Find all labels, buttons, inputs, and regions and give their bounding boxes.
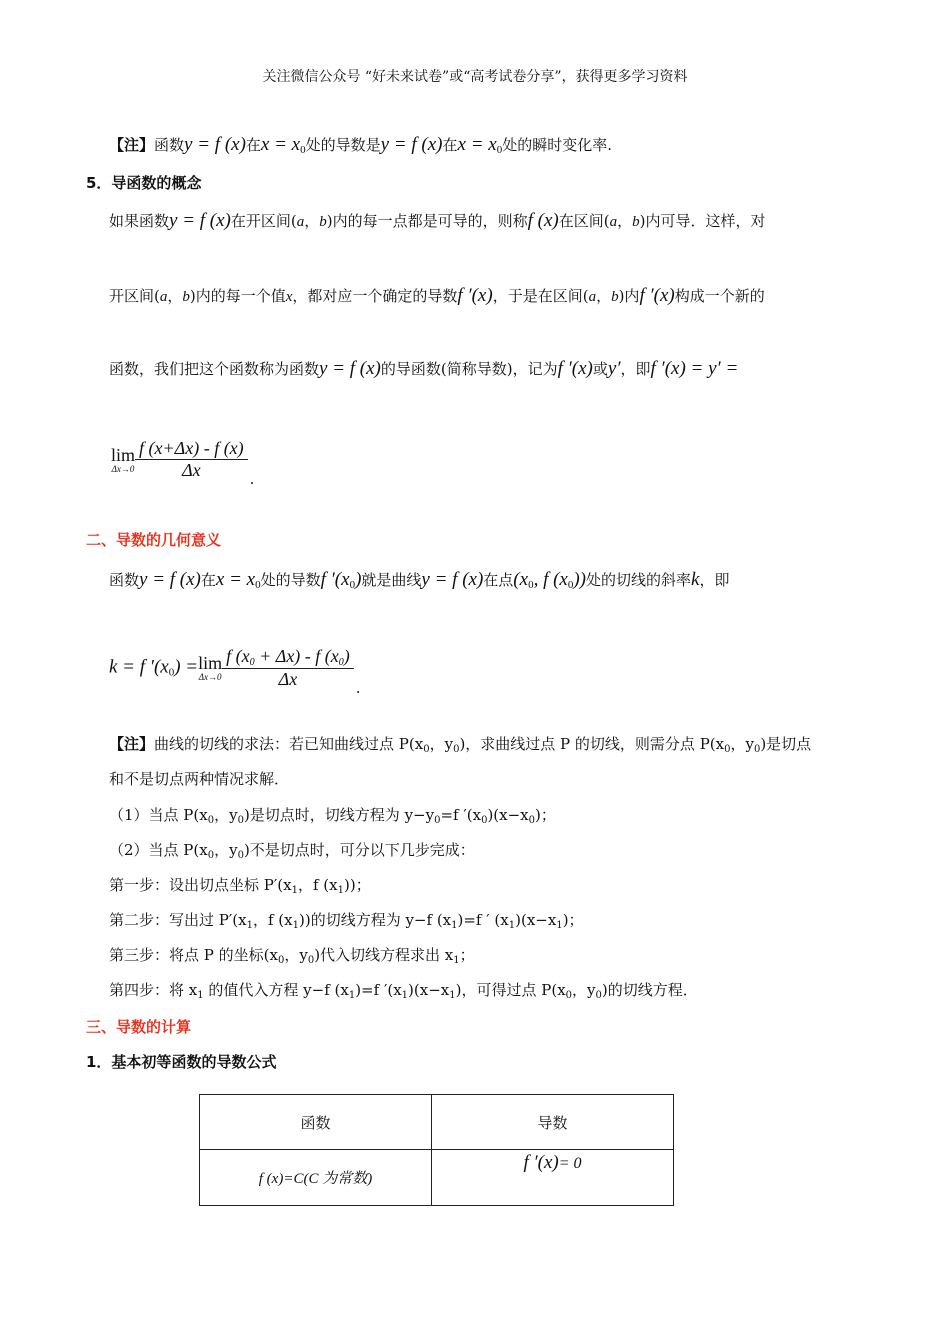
table-header-row [200,1095,674,1150]
limit-operator: lim Δx→0 [111,444,136,474]
step-2: 第二步：写出过 $P'(x_1$，f $(x_1)$)的切线方程为 y−f $(x_1)=f$ ′ $(x_1)(x-x_1)$； [109,911,584,931]
table-header-function: 函数 [200,1095,432,1150]
slope-quotient: $\frac{f (x0 + \Delta x) - f (x0)}{\Delta x}$ [222,646,354,690]
table-row [200,1150,674,1206]
slope-formula: k = f $'(x_0)$ = lim Δx→0 $\frac{f (x0 + \Delta x) - f (x0)}{\Delta x}$ . [109,646,361,697]
sec5-line1: 如果函数y = f (x)在开区间(a，b)内的每一点都是可导的，则称f (x)在区间(a，b)内可导．这样，对 [109,210,766,231]
subsection-1-heading: 1．基本初等函数的导数公式 [86,1053,277,1071]
step-1: 第一步：设出切点坐标 $P'(x_1$，f $(x_1)$)； [109,876,371,896]
table-header-derivative: 导数 [432,1095,674,1150]
tangent-note-line2: 和不是切点两种情况求解． [109,770,290,788]
sec5-line2: 开区间(a，b)内的每一个值x，都对应一个确定的导数f ′(x)，于是在区间(a，b)内f ′(x)构成一个新的 [109,285,765,306]
case-2: （2）当点 $P(x_0$，$y_0$)不是切点时，可分以下几步完成： [109,841,475,861]
derivative-formula-table [199,1094,674,1206]
difference-quotient: $\frac{f (x+\Delta x) - f (x)}{\Delta x}$ [135,438,248,481]
step-3: 第三步：将点 P 的坐标($x_0$，$y_0$)代入切线方程求出 $x_1$； [109,946,475,966]
step-4: 第四步：将 $x_1$ 的值代入方程 y−f $(x_1)=f$ $'(x_1)(x-x_1)$，可得过点 $P(x_0$，$y_0$)的切线方程． [109,981,698,1001]
page-header: 关注微信公众号 “好未来试卷”或“高考试卷分享”，获得更多学习资料 [262,69,688,85]
case-1: （1）当点 $P(x_0$，$y_0$)是切点时，切线方程为 $y-y_0=f$ $'(x_0)(x-x_0)$； [109,806,556,826]
table-cell-function: f (x)=C(C 为常数) [200,1150,432,1206]
section-2-heading: 二、导数的几何意义 [86,531,222,549]
section-3-heading: 三、导数的计算 [86,1018,192,1036]
note-derivative-rate: 【注】函数y = f (x)在$x = x_0$处的导数是y = f (x)在$x = x_0$处的瞬时变化率. [109,134,612,156]
section-5-heading: 5．导函数的概念 [86,174,202,192]
derivative-limit-formula: lim Δx→0 $\frac{f (x+\Delta x) - f (x)}{\Delta x}$ . [111,438,255,488]
tangent-note-line1: 【注】曲线的切线的求法：若已知曲线过点 $P(x_0$，$y_0$)，求曲线过点 P 的切线，则需分点 $P(x_0$，$y_0$)是切点 [109,735,812,755]
limit-operator: lim Δx→0 [198,653,223,682]
table-cell-derivative: f ′(x)= 0 [432,1150,674,1206]
sec5-line3: 函数，我们把这个函数称为函数y = f (x)的导函数(简称导数)，记为f ′(x)或y′，即f ′(x) = y′ = [109,358,739,379]
sec2-line1: 函数y = f (x)在$x = x_0$处的导数f $'(x_0)$就是曲线y = f (x)在点($x_0$, f $(x_0)$)处的切线的斜率k，即 [109,569,730,591]
